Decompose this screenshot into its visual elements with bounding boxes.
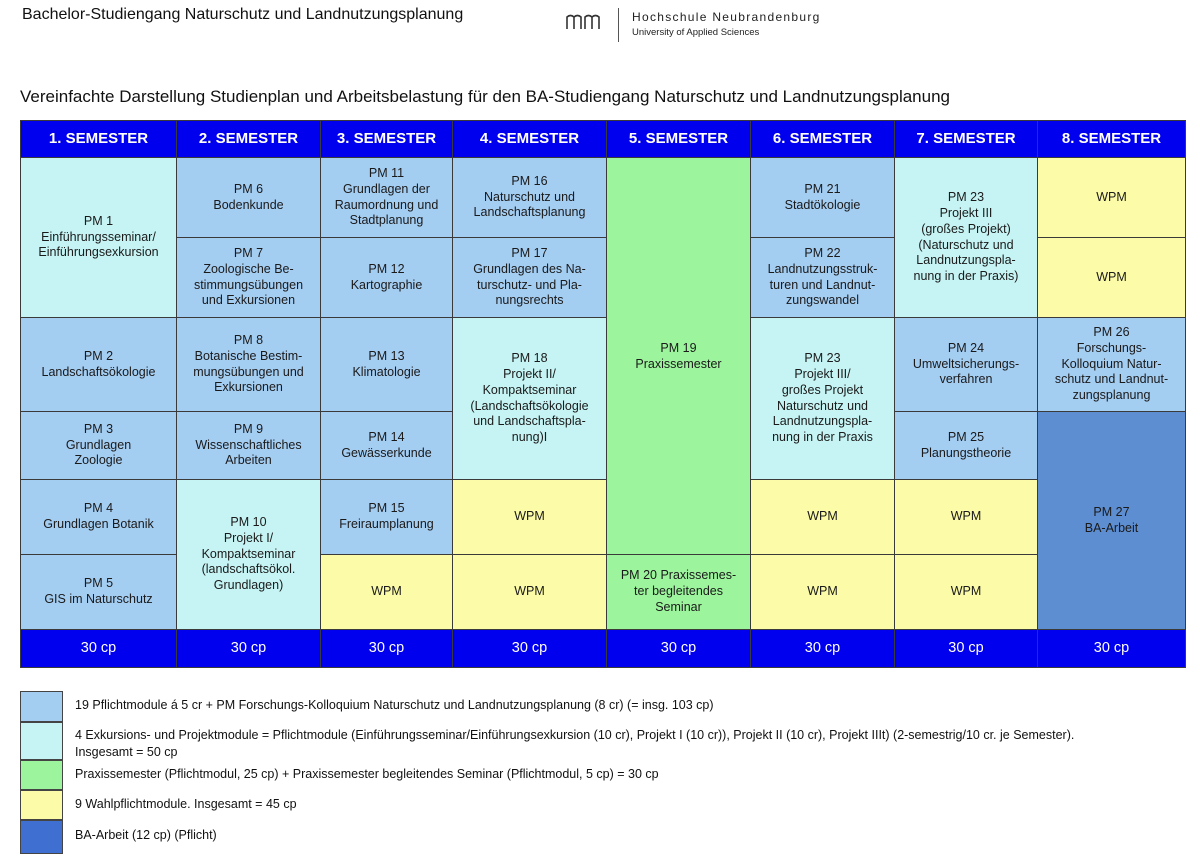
module-pm23-s7: PM 23 Projekt III (großes Projekt) (Naturschutz und Landnutzungspla- nung in der Praxis) <box>894 157 1038 318</box>
module-pm2: PM 2 Landschaftsökologie <box>20 317 177 412</box>
credits-semester-7: 30 cp <box>894 629 1038 668</box>
module-pm17: PM 17 Grundlagen des Na- turschutz- und Pla- nungsrechts <box>452 237 607 318</box>
semester-header-8: 8. SEMESTER <box>1037 120 1186 158</box>
credits-semester-1: 30 cp <box>20 629 177 668</box>
legend-swatch-pflicht <box>20 691 63 722</box>
module-pm27: PM 27 BA-Arbeit <box>1037 411 1186 630</box>
module-pm15: PM 15 Freiraumplanung <box>320 479 453 555</box>
semester-header-6: 6. SEMESTER <box>750 120 895 158</box>
module-wpm-s8-b: WPM <box>1037 237 1186 318</box>
module-pm16: PM 16 Naturschutz und Landschaftsplanung <box>452 157 607 238</box>
module-pm4: PM 4 Grundlagen Botanik <box>20 479 177 555</box>
legend-swatch-praxis <box>20 760 63 790</box>
module-wpm-s4-b: WPM <box>452 554 607 630</box>
semester-header-1: 1. SEMESTER <box>20 120 177 158</box>
legend-text-pflicht: 19 Pflichtmodule á 5 cr + PM Forschungs-Kolloquium Naturschutz und Landnutzungsplanung (8 cr) (= insg. 103 cp) <box>75 698 714 712</box>
credits-semester-5: 30 cp <box>606 629 751 668</box>
semester-header-7: 7. SEMESTER <box>894 120 1038 158</box>
module-wpm-s7-a: WPM <box>894 479 1038 555</box>
module-pm12: PM 12 Kartographie <box>320 237 453 318</box>
module-wpm-s6-b: WPM <box>750 554 895 630</box>
study-plan-table <box>20 120 1186 668</box>
module-pm24: PM 24 Umweltsicherungs- verfahren <box>894 317 1038 412</box>
semester-header-2: 2. SEMESTER <box>176 120 321 158</box>
module-wpm-s6-a: WPM <box>750 479 895 555</box>
semester-header-4: 4. SEMESTER <box>452 120 607 158</box>
logo-separator <box>618 8 619 42</box>
module-pm22: PM 22 Landnutzungsstruk- turen und Landnut- zungswandel <box>750 237 895 318</box>
logo-subtitle: University of Applied Sciences <box>632 27 760 38</box>
legend-swatch-ba <box>20 820 63 854</box>
logo-name: Hochschule Neubrandenburg <box>632 10 821 24</box>
module-wpm-s3: WPM <box>320 554 453 630</box>
module-pm25: PM 25 Planungstheorie <box>894 411 1038 480</box>
legend-text-projekt: 4 Exkursions- und Projektmodule = Pflichtmodule (Einführungsseminar/Einführungsexkursion (10 cr), Projekt I (10 cr)), Projekt II (10 cr), Projekt IIIt) (2-semestrig/10 cr. je Semester). Insgesamt = 50 cp <box>75 728 1075 759</box>
legend-swatch-projekt <box>20 722 63 760</box>
document-title: Bachelor-Studiengang Naturschutz und Landnutzungsplanung <box>22 6 464 23</box>
semester-header-3: 3. SEMESTER <box>320 120 453 158</box>
module-pm19: PM 19 Praxissemester <box>606 157 751 555</box>
legend-text-wahl: 9 Wahlpflichtmodule. Insgesamt = 45 cp <box>75 797 297 811</box>
module-pm10: PM 10 Projekt I/ Kompaktseminar (landschaftsökol. Grundlagen) <box>176 479 321 630</box>
legend-text-ba: BA-Arbeit (12 cp) (Pflicht) <box>75 828 217 842</box>
credits-semester-4: 30 cp <box>452 629 607 668</box>
module-pm21: PM 21 Stadtökologie <box>750 157 895 238</box>
module-pm1: PM 1 Einführungsseminar/ Einführungsexkursion <box>20 157 177 318</box>
module-pm9: PM 9 Wissenschaftliches Arbeiten <box>176 411 321 480</box>
credits-semester-8: 30 cp <box>1037 629 1186 668</box>
page-subtitle: Vereinfachte Darstellung Studienplan und Arbeitsbelastung für den BA-Studiengang Naturschutz und Landnutzungsplanung <box>20 87 950 106</box>
module-wpm-s7-b: WPM <box>894 554 1038 630</box>
legend-swatch-wahl <box>20 790 63 820</box>
credits-semester-6: 30 cp <box>750 629 895 668</box>
module-wpm-s8-a: WPM <box>1037 157 1186 238</box>
module-pm18: PM 18 Projekt II/ Kompaktseminar (Landschaftsökologie und Landschaftspla- nung)I <box>452 317 607 480</box>
semester-header-5: 5. SEMESTER <box>606 120 751 158</box>
credits-semester-2: 30 cp <box>176 629 321 668</box>
module-pm3: PM 3 Grundlagen Zoologie <box>20 411 177 480</box>
module-pm20: PM 20 Praxissemes- ter begleitendes Seminar <box>606 554 751 630</box>
module-pm13: PM 13 Klimatologie <box>320 317 453 412</box>
module-pm11: PM 11 Grundlagen der Raumordnung und Stadtplanung <box>320 157 453 238</box>
module-pm14: PM 14 Gewässerkunde <box>320 411 453 480</box>
legend-text-praxis: Praxissemester (Pflichtmodul, 25 cp) + Praxissemester begleitendes Seminar (Pflichtmodul, 5 cp) = 30 cp <box>75 767 659 781</box>
module-pm8: PM 8 Botanische Bestim- mungsübungen und Exkursionen <box>176 317 321 412</box>
module-pm5: PM 5 GIS im Naturschutz <box>20 554 177 630</box>
logo-mark-icon <box>566 14 602 30</box>
module-pm26: PM 26 Forschungs- Kolloquium Natur- schutz und Landnut- zungsplanung <box>1037 317 1186 412</box>
module-pm7: PM 7 Zoologische Be- stimmungsübungen und Exkursionen <box>176 237 321 318</box>
module-wpm-s4-a: WPM <box>452 479 607 555</box>
module-pm6: PM 6 Bodenkunde <box>176 157 321 238</box>
credits-semester-3: 30 cp <box>320 629 453 668</box>
module-pm23-s6: PM 23 Projekt III/ großes Projekt Naturschutz und Landnutzungspla- nung in der Praxis <box>750 317 895 480</box>
